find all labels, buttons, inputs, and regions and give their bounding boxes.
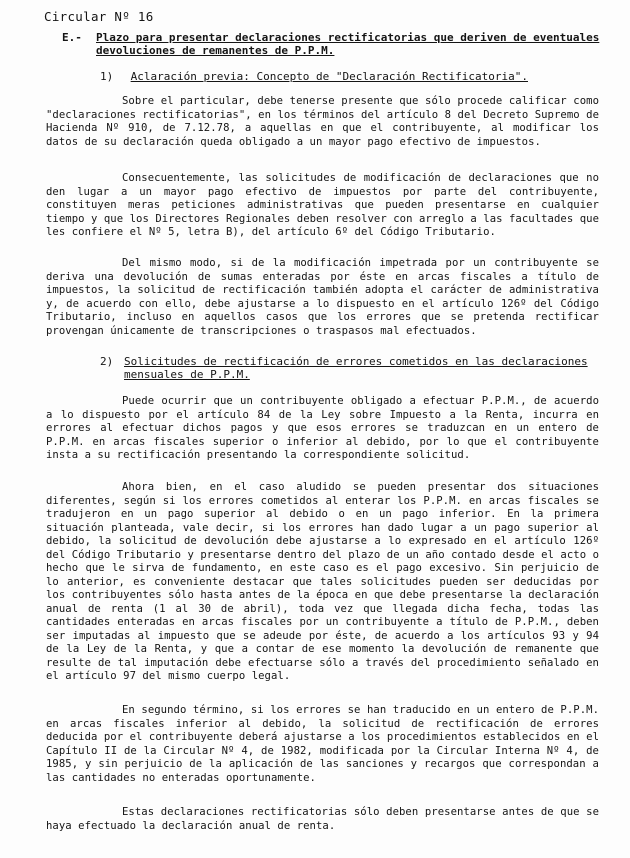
subsection-title: Aclaración previa: Concepto de "Declaración Rectificatoria". (130, 70, 528, 83)
section-title: Plazo para presentar declaraciones rectificatorias que deriven de eventuales devoluciones de remanentes de P.P.M. (96, 31, 600, 57)
subsection-heading-1 (100, 70, 600, 83)
paragraph: Ahora bien, en el caso aludido se pueden presentar dos situaciones diferentes, según si los errores cometidos al enterar los P.P.M. en arcas fiscales se tradujeron en un pago superior al debido o en un pago inferior. En la primera situación planteada, vale decir, si los errores han dado lugar a un pago superior al debido, la solicitud de devolución debe ajustarse a lo expresado en el artículo 126º del Código Tributario y presentarse dentro del plazo de un año contado desde el acto o hecho que le sirva de fundamento, en este caso es el pago excesivo. Sin perjuicio de lo anterior, es conveniente destacar que tales solicitudes pueden ser deducidas por los contribuyentes sólo hasta antes de la época en que debe presentarse la declaración anual de renta (1 al 30 de abril), toda vez que llegada dicha fecha, todas las cantidades enteradas en arcas fiscales por un contribuyente a título de P.P.M., deben ser imputadas al impuesto que se adeude por éste, de acuerdo a los artículos 93 y 94 de la Ley de la Renta, y que a contar de ese momento la devolución de remanente que resulte de tal imputación debe efectuarse sólo a través del procedimiento señalado en el artículo 97 del mismo cuerpo legal. (46, 481, 599, 682)
section-letter: E.- (62, 31, 82, 44)
subsection-number: 2) (100, 355, 114, 368)
paragraph: Del mismo modo, si de la modificación impetrada por un contribuyente se deriva una devolución de sumas enteradas por éste en arcas fiscales a título de impuestos, la solicitud de rectificación también adopta el carácter de administrativa y, de acuerdo con ello, debe ajustarse a lo dispuesto en el artículo 126º del Código Tributario, incluso en aquellos casos que los errores que se pretenda rectificar provengan únicamente de transcripciones o traspasos mal efectuados. (46, 257, 599, 337)
paragraph: Sobre el particular, debe tenerse presente que sólo procede calificar como "declaraciones rectificatorias", en los términos del artículo 8 del Decreto Supremo de Hacienda Nº 910, de 7.12.78, a aquellas en que el contribuyente, al modificar los datos de su declaración queda obligado a un mayor pago efectivo de impuestos. (46, 95, 599, 148)
paragraph: Puede ocurrir que un contribuyente obligado a efectuar P.P.M., de acuerdo a lo dispuesto por el artículo 84 de la Ley sobre Impuesto a la Renta, incurra en errores al efectuar dichos pagos y que esos errores se traduzcan en un entero de P.P.M. en arcas fiscales superior o inferior al debido, por lo que el contribuyente insta a su rectificación presentando la correspondiente solicitud. (46, 395, 599, 461)
circular-number: Circular Nº 16 (44, 9, 154, 24)
paragraph: Consecuentemente, las solicitudes de modificación de declaraciones que no den lugar a un mayor pago efectivo de impuestos por parte del contribuyente, constituyen meras peticiones administrativas que pueden presentarse en cualquier tiempo y que los Directores Regionales deben resolver con arreglo a las facultades que les confiere el Nº 5, letra B), del artículo 6º del Código Tributario. (46, 172, 599, 238)
subsection-heading-2 (100, 355, 624, 381)
subsection-number: 1) (100, 70, 114, 83)
paragraph: En segundo término, si los errores se han traducido en un entero de P.P.M. en arcas fiscales inferior al debido, la solicitud de rectificación de errores deducida por el contribuyente deberá ajustarse a los procedimientos establecidos en el Capítulo II de la Circular Nº 4, de 1982, modificada por la Circular Interna Nº 4, de 1985, y sin perjuicio de la aplicación de las sanciones y recargos que correspondan a las cantidades no enteradas oportunamente. (46, 704, 599, 784)
paragraph: Estas declaraciones rectificatorias sólo deben presentarse antes de que se haya efectuado la declaración anual de renta. (46, 806, 599, 832)
subsection-title: Solicitudes de rectificación de errores cometidos en las declaraciones mensuales de P.P.M. (124, 355, 588, 381)
section-heading (62, 31, 602, 57)
